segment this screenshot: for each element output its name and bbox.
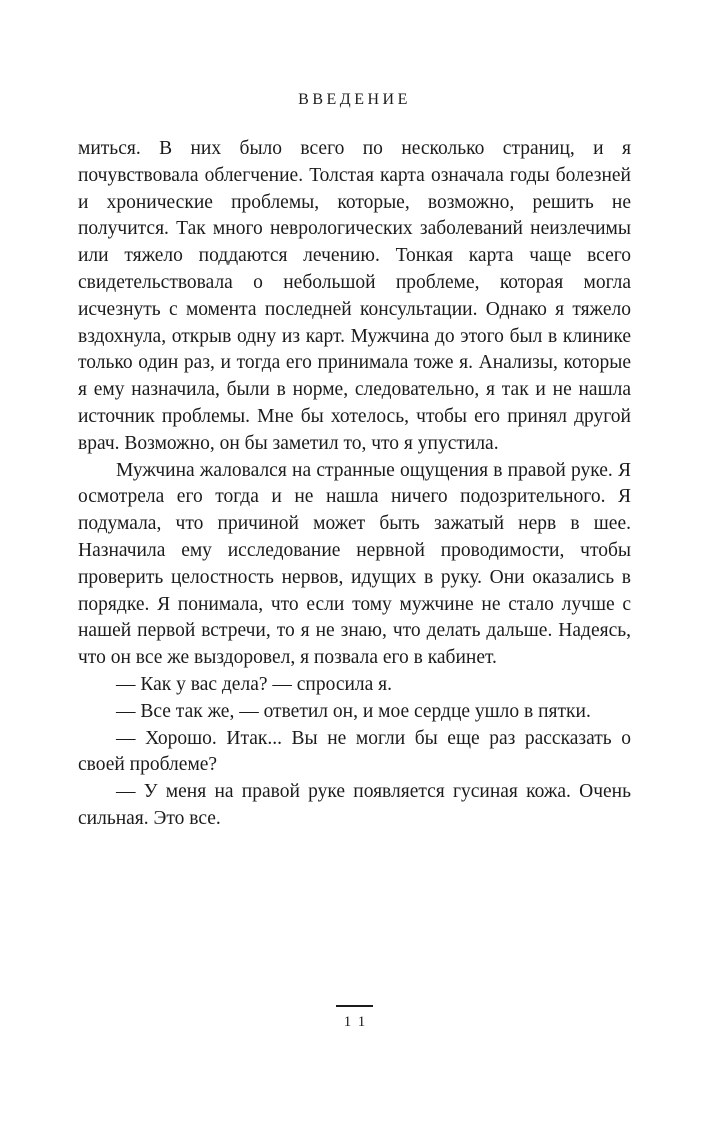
paragraph: Мужчина жаловался на странные ощущения в правой руке. Я осмотрела его тогда и не нашла ничего подозрительного. Я подумала, что причиной может быть зажатый нерв в шее. Назначила ему исследование нервной проводимости, чтобы проверить целостность нервов, идущих в руку. Они оказались в порядке. Я понимала, что если тому мужчине не стало лучше с нашей первой встречи, то я не знаю, что делать дальше. Надеясь, что он все же выздоровел, я позвала его в кабинет. [78,459,631,669]
dialogue-paragraph: — Все так же, — ответил он, и мое сердце ушло в пятки. [116,700,591,722]
page-footer [0,1005,709,1031]
chapter-header: ВВЕДЕНИЕ [298,91,411,108]
dialogue-paragraph: — Как у вас дела? — спросила я. [116,673,393,695]
dialogue-paragraph: — У меня на правой руке появляется гусиная кожа. Очень сильная. Это все. [78,781,631,829]
page-number: 11 [343,1014,373,1030]
paragraph: миться. В них было всего по несколько страниц, и я почувствовала облегчение. Толстая карта означала годы болезней и хронические проблемы, которые, возможно, решить не получится. Так много неврологических заболеваний неизлечимы или тяжело поддаются лечению. Тонкая карта чаще всего свидетельствовала о небольшой проблеме, которая могла исчезнуть с момента последней консультации. Однако я тяжело вздохнула, открыв одну из карт. Мужчина до этого был в клинике только один раз, и тогда его принимала тоже я. Анализы, которые я ему назначила, были в норме, следовательно, я так и не нашла источник проблемы. Мне бы хотелось, чтобы его принял другой врач. Возможно, он бы заметил то, что я упустила. [78,138,631,454]
dialogue-paragraph: — Хорошо. Итак... Вы не могли бы еще раз рассказать о своей проблеме? [78,727,631,776]
footer-rule [336,1005,373,1007]
page-body [78,136,631,833]
